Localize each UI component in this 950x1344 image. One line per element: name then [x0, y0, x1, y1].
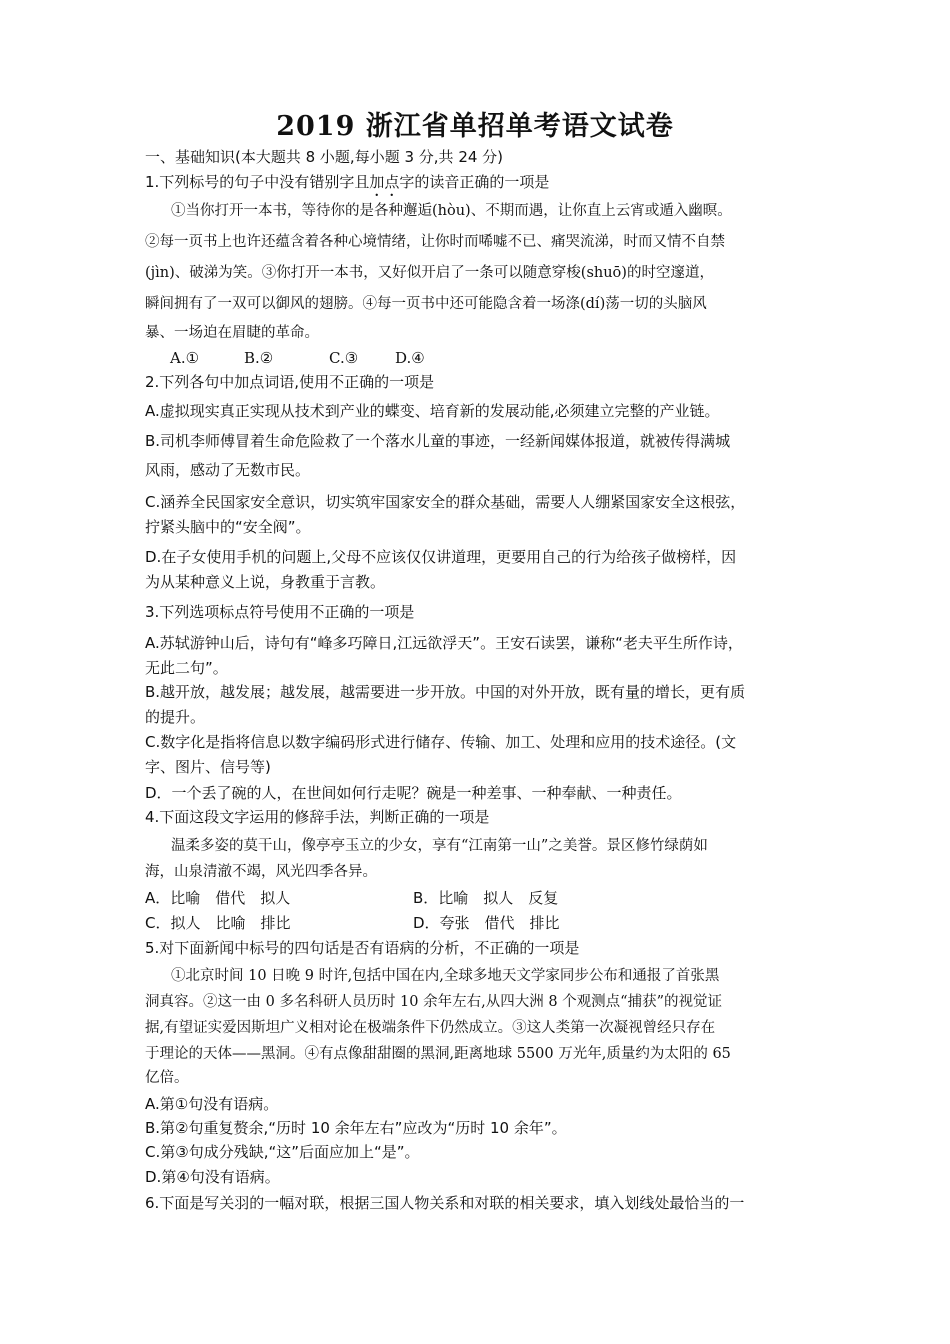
q1-option-a: A.① — [170, 349, 200, 367]
q3-stem: 3.下列选项标点符号使用不正确的一项是 — [145, 603, 415, 621]
q3-option-line: D．一个丢了碗的人，在世间如何行走呢？碗是一种差事、一种奉献、一种责任。 — [145, 784, 682, 802]
q5-option-line: B.第②句重复赘余,“历时 10 余年左右”应改为“历时 10 余年”。 — [145, 1119, 567, 1137]
q3-option-line: B.越开放，越发展；越发展，越需要进一步开放。中国的对外开放，既有量的增长，更有质 — [145, 683, 746, 701]
q5-passage-line: 亿倍。 — [145, 1070, 189, 1086]
q4-passage-line: 温柔多姿的莫干山，像亭亭玉立的少女，享有“江南第一山”之美誉。景区修竹绿荫如 — [171, 838, 708, 854]
q2-option-line: A.虚拟现实真正实现从技术到产业的蝶变、培育新的发展动能,必须建立完整的产业链。 — [145, 402, 720, 420]
q3-option-line: C.数字化是指将信息以数字编码形式进行储存、传输、加工、处理和应用的技术途径。(文 — [145, 733, 737, 751]
q1-passage-line: 瞬间拥有了一双可以御风的翅膀。④每一页书中还可能隐含着一场涤(dí)荡一切的头脑风 — [145, 296, 707, 312]
q2-option-line: 拧紧头脑中的“安全阀”。 — [145, 518, 311, 536]
q5-passage-line: ①北京时间 10 日晚 9 时许,包括中国在内,全球多地天文学家同步公布和通报了首张黑 — [171, 968, 720, 984]
exam-title: 2019 浙江省单招单考语文试卷 — [276, 111, 674, 142]
q2-stem: 2.下列各句中加点词语,使用不正确的一项是 — [145, 373, 435, 391]
q5-passage-line: 洞真容。②这一由 0 多名科研人员历时 10 余年左右,从四大洲 8 个观测点“捕获”的视觉证 — [145, 994, 722, 1010]
q2-option-line: 风雨，感动了无数市民。 — [145, 461, 311, 479]
q2-option-line: 为从某种意义上说，身教重于言教。 — [145, 573, 386, 591]
q1-stem: 1.下列标号的句子中没有错别字且加点字的读音正确的一项是 — [145, 173, 550, 191]
q3-option-line: 字、图片、信号等) — [145, 758, 271, 776]
q2-option-line: C.涵养全民国家安全意识，切实筑牢国家安全的群众基础，需要人人绷紧国家安全这根弦， — [145, 493, 746, 511]
q1-option-b: B.② — [244, 349, 274, 367]
q2-option-line: B.司机李师傅冒着生命危险救了一个落水儿童的事迹，一经新闻媒体报道，就被传得满城 — [145, 432, 731, 450]
q1-passage-line: ①当你打开一本书，等待你的是各种邂逅(hòu)、不期而遇，让你直上云宵或遁入幽暝。 — [171, 203, 732, 219]
q5-stem: 5.对下面新闻中标号的四句话是否有语病的分析，不正确的一项是 — [145, 939, 580, 957]
q5-option-line: A.第①句没有语病。 — [145, 1095, 279, 1113]
q3-option-line: A.苏轼游钟山后，诗句有“峰多巧障日,江远欲浮天”。王安石读罢，谦称“老夫平生所作诗， — [145, 634, 743, 652]
q1-option-c: C.③ — [329, 349, 359, 367]
q1-passage-line: (jìn)、破涕为笑。③你打开一本书，又好似开启了一条可以随意穿梭(shuō)的时空邃道， — [145, 265, 714, 281]
q1-option-d: D.④ — [395, 349, 425, 367]
q4-stem: 4.下面这段文字运用的修辞手法，判断正确的一项是 — [145, 808, 490, 826]
q4-option-d: D．夸张 借代 排比 — [413, 914, 560, 932]
q3-option-line: 无此二句”。 — [145, 659, 228, 677]
q6-stem: 6.下面是写关羽的一幅对联，根据三国人物关系和对联的相关要求，填入划线处最恰当的一 — [145, 1194, 745, 1212]
q4-option-c: C．拟人 比喻 排比 — [145, 914, 291, 932]
q5-option-line: D.第④句没有语病。 — [145, 1168, 280, 1186]
q3-option-line: 的提升。 — [145, 708, 206, 726]
q1-passage-line: ②每一页书上也许还蕴含着各种心境情绪，让你时而唏嘘不已、痛哭流涕，时而又情不自禁 — [145, 234, 725, 250]
q5-passage-line: 据,有望证实爱因斯坦广义相对论在极端条件下仍然成立。③这人类第一次凝视曾经只存在 — [145, 1020, 716, 1036]
q4-passage-line: 海，山泉清澈不竭，风光四季各异。 — [145, 864, 377, 880]
q5-option-line: C.第③句成分残缺,“这”后面应加上“是”。 — [145, 1143, 420, 1161]
q1-passage-line: 暴、一场迫在眉睫的革命。 — [145, 325, 319, 341]
q4-option-a: A．比喻 借代 拟人 — [145, 889, 291, 907]
q4-option-b: B．比喻 拟人 反复 — [413, 889, 559, 907]
section-heading: 一、基础知识(本大题共 8 小题,每小题 3 分,共 24 分) — [145, 148, 504, 166]
q2-option-line: D.在子女使用手机的问题上,父母不应该仅仅讲道理，更要用自己的行为给孩子做榜样，因 — [145, 548, 737, 566]
q5-passage-line: 于理论的天体——黑洞。④有点像甜甜圈的黑洞,距离地球 5500 万光年,质量约为太阳的 65 — [145, 1046, 731, 1062]
